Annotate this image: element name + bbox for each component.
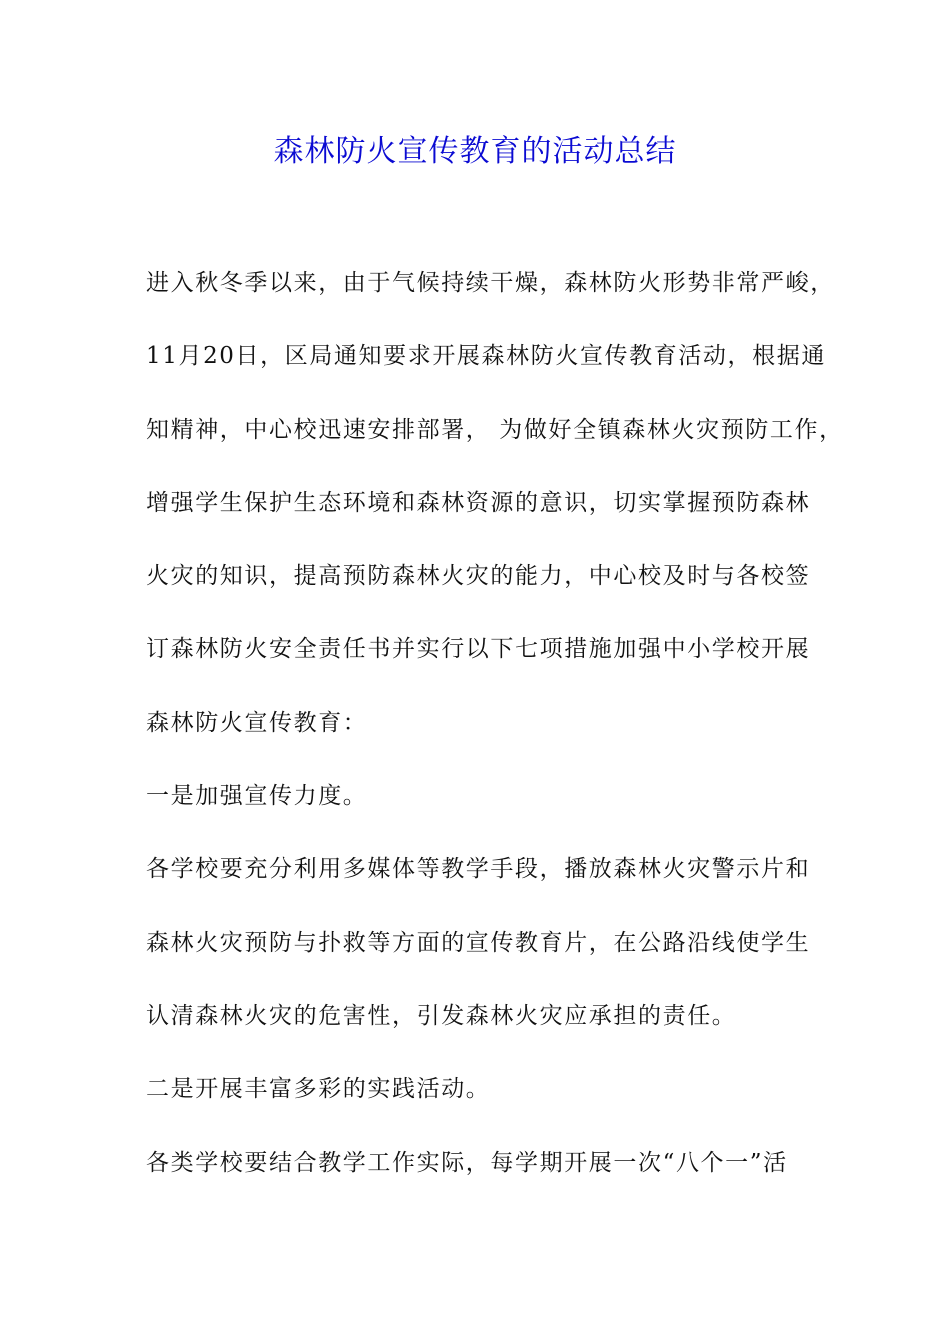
paragraph-line: 知精神，中心校迅速安排部署， 为做好全镇森林火灾预防工作， <box>146 416 844 443</box>
section-heading-line: 二是开展丰富多彩的实践活动。 <box>146 1076 491 1103</box>
document-title: 森林防火宣传教育的活动总结 <box>273 134 677 169</box>
paragraph-line: 火灾的知识，提高预防森林火灾的能力，中心校及时与各校签 <box>146 563 811 590</box>
paragraph-line: 森林火灾预防与扑救等方面的宣传教育片，在公路沿线使学生 <box>146 929 811 956</box>
paragraph-line: 进入秋冬季以来，由于气候持续干燥，森林防火形势非常严峻， <box>146 270 835 296</box>
paragraph-line: 各类学校要结合教学工作实际，每学期开展一次“八个一”活 <box>146 1149 788 1176</box>
paragraph-line: 11月20日，区局通知要求开展森林防火宣传教育活动，根据通 <box>146 343 826 370</box>
paragraph-line: 森林防火宣传教育： <box>146 709 368 736</box>
section-heading-line: 一是加强宣传力度。 <box>146 783 368 810</box>
paragraph-line: 增强学生保护生态环境和森林资源的意识，切实掌握预防森林 <box>146 489 811 516</box>
paragraph-line: 订森林防火安全责任书并实行以下七项措施加强中小学校开展 <box>146 636 811 663</box>
paragraph-line: 各学校要充分利用多媒体等教学手段，播放森林火灾警示片和 <box>146 856 811 883</box>
document-body <box>146 262 844 1215</box>
paragraph-line: 认清森林火灾的危害性，引发森林火灾应承担的责任。 <box>146 1002 737 1029</box>
